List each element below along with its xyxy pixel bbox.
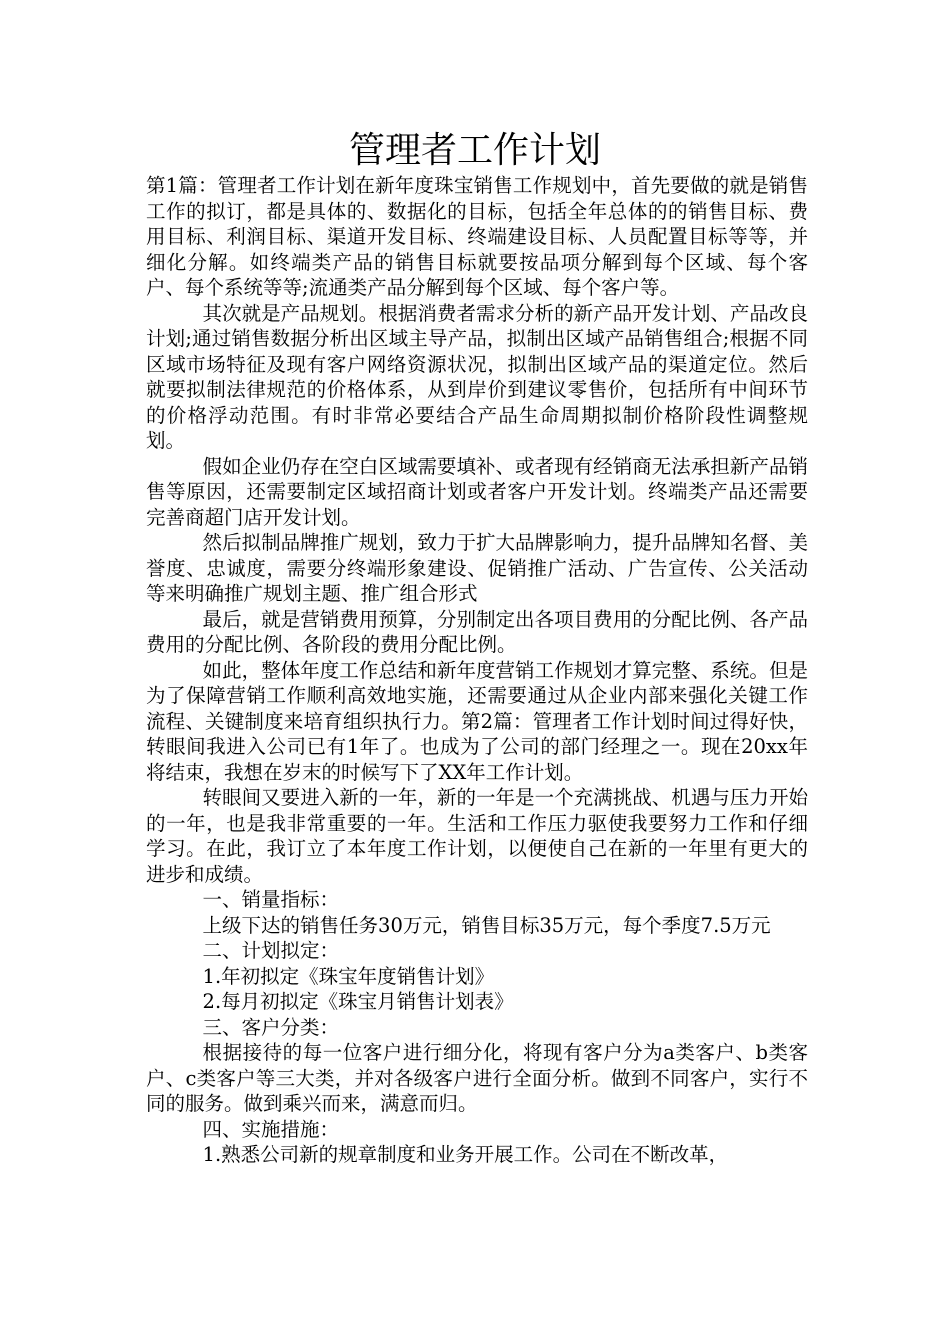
section-heading-customer-classification: 三、客户分类：	[202, 1015, 340, 1039]
document-title: 管理者工作计划	[348, 130, 601, 171]
paragraph-7: 转眼间又要进入新的一年，新的一年是一个充满挑战、机遇与压力开始的一年，也是我非常重要的一年。生活和工作压力驱使我要努力工作和仔细学习。在此，我订立了本年度工作计划，以便使自己在新的一年里有更大的进步和成绩。	[146, 786, 808, 886]
list-item-measures-1: 1.熟悉公司新的规章制度和业务开展工作。公司在不断改革，	[202, 1143, 729, 1166]
paragraph-3: 假如企业仍存在空白区域需要填补、或者现有经销商无法承担新产品销售等原因，还需要制定区域招商计划或者客户开发计划。终端类产品还需要完善商超门店开发计划。	[146, 454, 808, 529]
section-heading-sales-targets: 一、销量指标：	[202, 888, 340, 911]
document-body	[146, 173, 808, 1168]
paragraph-4: 然后拟制品牌推广规划，致力于扩大品牌影响力，提升品牌知名督、美誉度、忠诚度，需要分终端形象建设、促销推广活动、广告宣传、公关活动等来明确推广规划主题、推广组合形式	[146, 531, 808, 605]
paragraph-sales-targets: 上级下达的销售任务30万元，销售目标35万元，每个季度7.5万元	[202, 913, 771, 937]
list-item-1: 1.年初拟定《珠宝年度销售计划》	[202, 964, 495, 988]
paragraph-6: 如此，整体年度工作总结和新年度营销工作规划才算完整、系统。但是为了保障营销工作顺利高效地实施，还需要通过从企业内部来强化关键工作流程、关键制度来培育组织执行力。第2篇：管理者工作计划时间过得好快，转眼间我进入公司已有1年了。也成为了公司的部门经理之一。现在20xx年将结束，我想在岁末的时候写下了XX年工作计划。	[146, 658, 808, 784]
paragraph-5: 最后，就是营销费用预算，分别制定出各项目费用的分配比例、各产品费用的分配比例、各阶段的费用分配比例。	[146, 607, 808, 656]
section-heading-measures: 四、实施措施：	[202, 1117, 340, 1141]
paragraph-2: 其次就是产品规划。根据消费者需求分析的新产品开发计划、产品改良计划;通过销售数据分析出区域主导产品，拟制出区域产品销售组合;根据不同区域市场特征及现有客户网络资源状况，拟制出区域产品的渠道定位。然后就要拟制法律规范的价格体系，从到岸价到建议零售价，包括所有中间环节的价格浮动范围。有时非常必要结合产品生命周期拟制价格阶段性调整规划。	[146, 301, 808, 452]
section-heading-plan-drafting: 二、计划拟定：	[202, 939, 340, 962]
paragraph-1: 第1篇：管理者工作计划在新年度珠宝销售工作规划中，首先要做的就是销售工作的拟订，都是具体的、数据化的目标，包括全年总体的的销售目标、费用目标、利润目标、渠道开发目标、终端建设目标、人员配置目标等等，并细化分解。如终端类产品的销售目标就要按品项分解到每个区域、每个客户、每个系统等等;流通类产品分解到每个区域、每个客户等。	[146, 174, 808, 299]
list-item-2: 2.每月初拟定《珠宝月销售计划表》	[202, 990, 514, 1013]
paragraph-customer-classification: 根据接待的每一位客户进行细分化，将现有客户分为a类客户、b类客户、c类客户等三大类，并对各级客户进行全面分析。做到不同客户，实行不同的服务。做到乘兴而来，满意而归。	[146, 1041, 808, 1115]
